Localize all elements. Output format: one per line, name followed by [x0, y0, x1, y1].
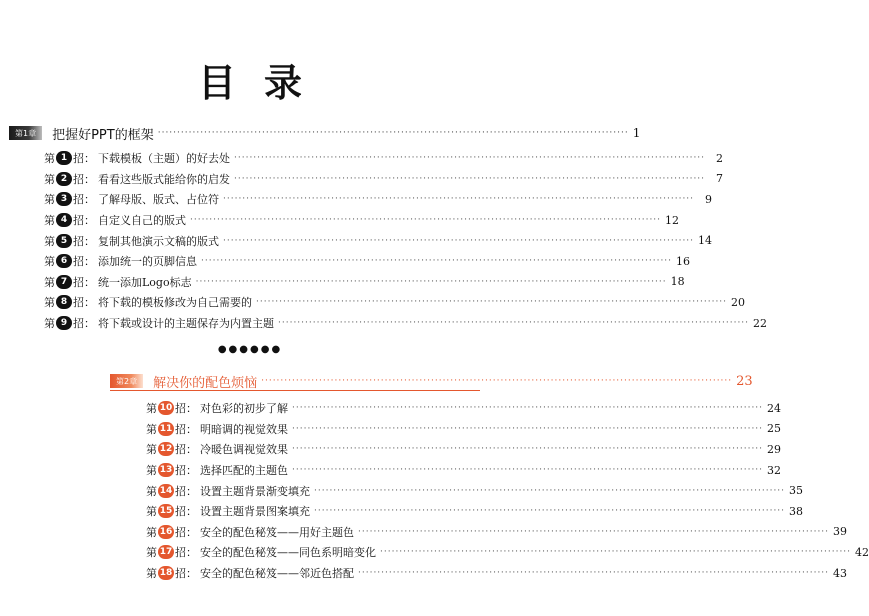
entry-title: 明暗调的视觉效果: [200, 422, 288, 436]
dot-leader: ··························································································································: [195, 276, 667, 287]
entry-title: 将下载或设计的主题保存为内置主题: [98, 317, 274, 331]
entry-suffix: 招：: [73, 296, 95, 310]
entry-prefix: 第: [44, 317, 55, 331]
entry-title: 将下载的模板修改为自己需要的: [98, 296, 252, 310]
entry-number-badge: 4: [56, 213, 72, 227]
entry-number-badge: 3: [56, 192, 72, 206]
entry-page: 12: [665, 213, 680, 227]
entry-title: 下载模板（主题）的好去处: [98, 152, 230, 166]
chapter-2-suffix: 章: [129, 376, 138, 386]
entry-number-badge: 15: [159, 506, 173, 517]
entry-number-badge: 12: [159, 444, 173, 455]
entry-prefix: 第: [146, 464, 157, 478]
entry-number-badge: 18: [159, 568, 173, 579]
entry-suffix: 招：: [73, 275, 95, 289]
chapter-1-heading: [9, 124, 641, 143]
entry-page: 42: [855, 545, 869, 559]
entry-suffix: 招：: [73, 255, 95, 269]
entry-number-badge: 6: [56, 254, 72, 268]
entry-title: 安全的配色秘笈——邻近色搭配: [200, 567, 354, 581]
page-title: 目录: [197, 61, 330, 105]
toc-entry: [44, 210, 680, 231]
dot-leader: ··························································································································: [201, 256, 673, 267]
toc-entry: [146, 480, 804, 501]
entry-page: 25: [767, 422, 782, 436]
dot-leader: ··························································································································: [234, 153, 706, 164]
entry-prefix: 第: [44, 152, 55, 166]
toc-entry: [146, 460, 782, 481]
entry-number-badge: 8: [56, 295, 72, 309]
entry-suffix: 招：: [175, 505, 197, 519]
entry-title: 冷暖色调视觉效果: [200, 443, 288, 457]
entry-suffix: 招：: [175, 484, 197, 498]
entry-title: 安全的配色秘笈——用好主题色: [200, 525, 354, 539]
toc-entry: [146, 542, 869, 563]
dot-leader: ··························································································································: [314, 506, 786, 517]
entry-suffix: 招：: [175, 443, 197, 457]
entry-number-badge: 16: [159, 526, 173, 537]
dot-leader: ··························································································································: [223, 194, 695, 205]
dot-leader: ··························································································································: [157, 128, 629, 138]
entry-page: 38: [789, 504, 804, 518]
entry-suffix: 招：: [175, 567, 197, 581]
entry-suffix: 招：: [73, 234, 95, 248]
chapter-2-heading: [110, 372, 753, 391]
toc-entry: [44, 251, 691, 272]
chapter-1-title: 把握好PPT的框架: [52, 127, 154, 143]
entry-number-badge: 2: [56, 172, 72, 186]
dot-leader: ··························································································································: [292, 444, 764, 455]
dot-leader: ··························································································································: [358, 526, 830, 537]
toc-entry: [146, 501, 804, 522]
entry-page: 14: [698, 234, 713, 248]
entry-suffix: 招：: [73, 317, 95, 331]
entry-page: 16: [676, 254, 691, 268]
dot-leader: ··························································································································: [314, 485, 786, 496]
entry-page: 7: [716, 172, 724, 186]
entry-prefix: 第: [44, 275, 55, 289]
entry-page: 2: [716, 151, 724, 165]
toc-entry: [44, 148, 724, 169]
entry-number-badge: 1: [56, 151, 72, 165]
entry-prefix: 第: [44, 214, 55, 228]
entry-prefix: 第: [44, 172, 55, 186]
entry-title: 看看这些版式能给你的启发: [98, 172, 230, 186]
entry-number-badge: 9: [56, 316, 72, 330]
dot-leader: ··························································································································: [234, 173, 706, 184]
entry-title: 自定义自己的版式: [98, 214, 186, 228]
entry-prefix: 第: [146, 567, 157, 581]
entry-suffix: 招：: [175, 422, 197, 436]
chapter-2-badge: [110, 374, 143, 388]
entry-prefix: 第: [146, 443, 157, 457]
entry-prefix: 第: [44, 296, 55, 310]
entry-title: 了解母版、版式、占位符: [98, 193, 219, 207]
dot-leader: ··························································································································: [261, 376, 733, 386]
entry-page: 24: [767, 401, 782, 415]
toc-entry: [44, 169, 724, 190]
entry-prefix: 第: [146, 525, 157, 539]
entry-prefix: 第: [146, 402, 157, 416]
entry-number-badge: 10: [159, 403, 173, 414]
entry-prefix: 第: [44, 234, 55, 248]
chapter-1-prefix: 第: [15, 128, 23, 138]
entry-prefix: 第: [146, 505, 157, 519]
entry-prefix: 第: [44, 255, 55, 269]
chapter-2-page: 23: [736, 373, 753, 389]
entry-page: 18: [670, 275, 685, 289]
entry-prefix: 第: [44, 193, 55, 207]
toc-entry: [146, 522, 848, 543]
chapter-2-entries: [146, 398, 869, 583]
entry-title: 添加统一的页脚信息: [98, 255, 197, 269]
entry-page: 35: [789, 484, 804, 498]
entry-title: 统一添加Logo标志: [98, 275, 192, 289]
entry-suffix: 招：: [175, 525, 197, 539]
chapter-2-number: 2: [124, 376, 130, 386]
entry-suffix: 招：: [73, 214, 95, 228]
entry-suffix: 招：: [73, 193, 95, 207]
entry-title: 复制其他演示文稿的版式: [98, 234, 219, 248]
entry-page: 32: [767, 463, 782, 477]
entry-title: 选择匹配的主题色: [200, 464, 288, 478]
section-separator: ●●●●●●: [217, 344, 283, 355]
entry-number-badge: 13: [159, 465, 173, 476]
entry-page: 22: [753, 316, 768, 330]
entry-title: 设置主题背景图案填充: [200, 505, 310, 519]
entry-page: 39: [833, 525, 848, 539]
entry-prefix: 第: [146, 422, 157, 436]
chapter-2-prefix: 第: [116, 376, 124, 386]
entry-prefix: 第: [146, 484, 157, 498]
toc-entry: [146, 563, 848, 584]
entry-suffix: 招：: [175, 464, 197, 478]
entry-title: 设置主题背景渐变填充: [200, 484, 310, 498]
entry-number-badge: 14: [159, 485, 173, 496]
entry-page: 43: [833, 566, 848, 580]
toc-entry: [146, 439, 782, 460]
entry-suffix: 招：: [175, 546, 197, 560]
dot-leader: ··························································································································: [190, 215, 662, 226]
chapter-1-suffix: 章: [28, 128, 37, 138]
entry-number-badge: 7: [56, 275, 72, 289]
entry-page: 9: [705, 192, 713, 206]
entry-suffix: 招：: [175, 402, 197, 416]
toc-entry: [44, 292, 746, 313]
dot-leader: ··························································································································: [292, 465, 764, 476]
toc-entry: [146, 419, 782, 440]
entry-number-badge: 17: [159, 547, 173, 558]
toc-entry: [44, 272, 685, 293]
entry-title: 安全的配色秘笈——同色系明暗变化: [200, 546, 376, 560]
dot-leader: ··························································································································: [292, 403, 764, 414]
entry-page: 29: [767, 442, 782, 456]
chapter-1-number: 1: [23, 128, 29, 138]
chapter-2-title: 解决你的配色烦恼: [153, 375, 258, 391]
dot-leader: ··························································································································: [278, 318, 750, 329]
entry-suffix: 招：: [73, 152, 95, 166]
entry-suffix: 招：: [73, 172, 95, 186]
entry-number-badge: 11: [159, 423, 173, 434]
entry-page: 20: [731, 295, 746, 309]
dot-leader: ··························································································································: [380, 547, 852, 558]
entry-number-badge: 5: [56, 234, 72, 248]
dot-leader: ··························································································································: [256, 297, 728, 308]
toc-entry: [146, 398, 782, 419]
toc-entry: [44, 230, 713, 251]
dot-leader: ··························································································································: [358, 568, 830, 579]
chapter-1-entries: [44, 148, 768, 333]
entry-title: 对色彩的初步了解: [200, 402, 288, 416]
toc-entry: [44, 313, 768, 334]
toc-entry: [44, 189, 713, 210]
chapter-1-badge: [9, 126, 42, 140]
dot-leader: ··························································································································: [292, 423, 764, 434]
chapter-1-page: 1: [632, 126, 641, 140]
entry-prefix: 第: [146, 546, 157, 560]
dot-leader: ··························································································································: [223, 235, 695, 246]
